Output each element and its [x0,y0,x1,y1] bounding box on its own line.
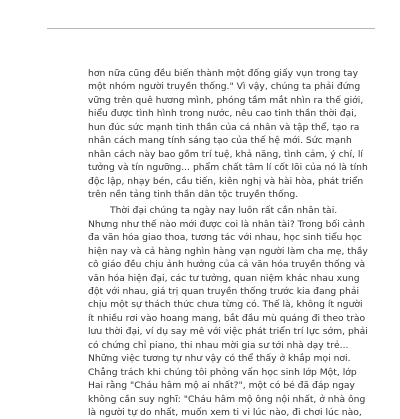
text-line: hun đúc sức mạnh tinh thần của cá nhân và tập thể, tạo ra [88,121,360,133]
header-rule [47,28,375,29]
text-line: nhân cách này bao gồm trí tuệ, khả năng, tình cảm, ý chí, lí [88,148,363,160]
text-line: Chẳng trách khi chúng tôi phỏng vấn học sinh lớp Một, lớp [88,366,357,378]
text-line: có chứng chỉ piano, thi nhau mời gia sư tới nhà dạy trẻ... [88,339,349,351]
text-line: Nhưng như thế nào mới được coi là nhân tài? Trong bối cảnh [88,218,365,230]
text-line: Những việc tương tự như vậy có thể thấy ở khắp mọi nơi. [88,353,351,365]
text-line: đột với nhau, giá trị quan truyền thống trước kia đang phải [88,286,360,297]
paragraph [88,204,391,419]
text-line: một nhóm người truyền thống." Vì vậy, chúng ta phải đứng [88,81,361,93]
text-line: không cần suy nghĩ: "Cháu hâm mộ ông nội nhất, ở nhà ông [88,393,366,405]
text-line: vững trên quê hương mình, phóng tầm mắt nhìn ra thế giới, [88,94,364,106]
text-line: hơn nữa cũng đều biến thành một đống giấy vụn trong tay [88,68,359,79]
text-line-indented: Thời đại chúng ta ngày nay luôn rất cần nhân tài. [110,205,338,217]
text-line: trên nền tảng tinh thần dân tộc truyền thống. [88,188,299,200]
text-line: đa văn hóa giao thoa, tương tác với nhau, học sinh tiểu học [88,232,362,244]
text-line: Hai rằng "Cháu hâm mộ ai nhất?", một có bé đã đáp ngay [88,380,355,392]
text-line: chịu một sự thách thức chưa từng có. Thế là, không ít người [88,299,363,311]
text-line: hiện nay và cả hàng nghìn hàng vạn người làm cha mẹ, thầy [88,245,368,257]
text-line: cô giáo đều chịu ảnh hưởng của cả văn hóa truyền thống và [88,259,366,271]
text-line: là người tự do nhất, muốn xem ti vi lúc nào, đi chơi lúc nào, [88,406,362,418]
paragraph [88,67,391,201]
text-line: nhân cách mang tính sáng tạo của thế hệ mới. Sức mạnh [88,135,352,147]
text-line: văn hóa hiện đại, các tư tưởng, quan niệm khác nhau xung [88,272,360,284]
text-line: ít nhiều rơi vào hoang mang, bắt đầu mù quáng đi theo trào [88,312,366,324]
text-line: độc lập, nhạy bén, cầu tiến, kiên nghị và hài hòa, phát triển [88,175,364,187]
body-text [88,67,391,419]
text-line: hiểu được tình hình trong nước, nêu cao tinh thần thời đại, [88,108,357,120]
text-line: lưu thời đại, ví dụ say mê với việc phát triển trí lực sớm, phải [88,326,368,338]
text-line: tưởng và tín ngưỡng... phẩm chất tâm lí cốt lõi của nó là tính [88,162,368,174]
